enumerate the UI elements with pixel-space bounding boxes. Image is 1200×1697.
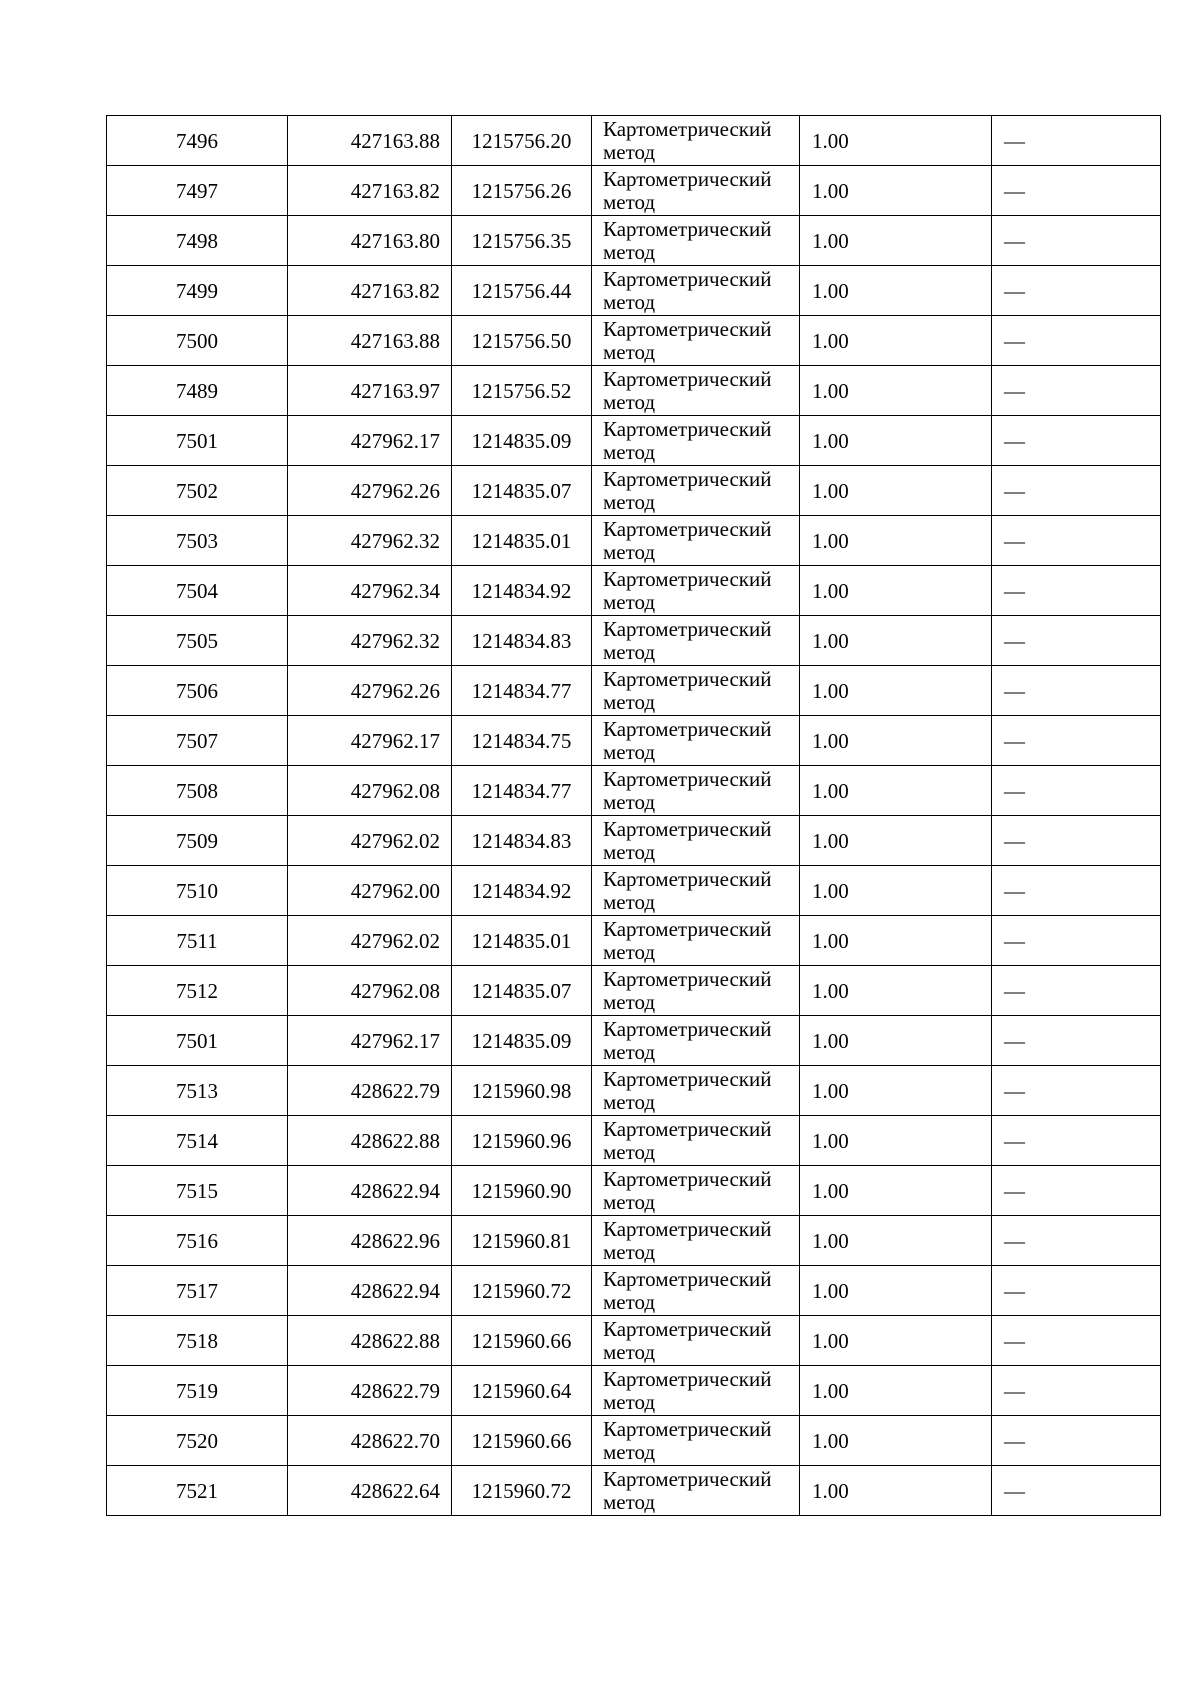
table-row: [107, 966, 1161, 1016]
table-row: [107, 1166, 1161, 1216]
point-number-cell: 7505: [107, 616, 288, 666]
description-cell: —: [992, 1216, 1161, 1266]
x-coordinate-cell: 428622.64: [288, 1466, 452, 1516]
table-row: [107, 666, 1161, 716]
y-coordinate-cell: 1215756.50: [452, 316, 592, 366]
table-row: [107, 866, 1161, 916]
x-coordinate-cell: 428622.94: [288, 1166, 452, 1216]
accuracy-cell: 1.00: [800, 466, 992, 516]
x-coordinate-cell: 427962.32: [288, 616, 452, 666]
method-text-line1: Картометрический: [603, 1066, 772, 1091]
table-row: [107, 566, 1161, 616]
table-row: [107, 766, 1161, 816]
method-text-line1: Картометрический: [603, 266, 772, 291]
point-number-cell: 7511: [107, 916, 288, 966]
y-coordinate-cell: 1215960.90: [452, 1166, 592, 1216]
x-coordinate-cell: 427962.08: [288, 766, 452, 816]
accuracy-cell: 1.00: [800, 166, 992, 216]
table-row: [107, 366, 1161, 416]
y-coordinate-cell: 1215756.44: [452, 266, 592, 316]
accuracy-cell: 1.00: [800, 1266, 992, 1316]
table-row: [107, 1116, 1161, 1166]
point-number-cell: 7515: [107, 1166, 288, 1216]
method-text-line1: Картометрический: [603, 416, 772, 441]
table-row: [107, 416, 1161, 466]
method-cell: [592, 1266, 800, 1316]
description-cell: —: [992, 566, 1161, 616]
table-row: [107, 116, 1161, 166]
method-text-line2: метод: [603, 839, 656, 864]
accuracy-cell: 1.00: [800, 1216, 992, 1266]
method-cell: [592, 666, 800, 716]
x-coordinate-cell: 427962.17: [288, 416, 452, 466]
method-text-line1: Картометрический: [603, 316, 772, 341]
table-row: [107, 1316, 1161, 1366]
method-cell: [592, 316, 800, 366]
method-cell: [592, 916, 800, 966]
table-row: [107, 466, 1161, 516]
description-cell: —: [992, 1166, 1161, 1216]
table-row: [107, 616, 1161, 666]
table-row: [107, 816, 1161, 866]
accuracy-cell: 1.00: [800, 416, 992, 466]
method-text-line2: метод: [603, 589, 656, 614]
method-text-line2: метод: [603, 989, 656, 1014]
accuracy-cell: 1.00: [800, 566, 992, 616]
method-text-line1: Картометрический: [603, 1316, 772, 1341]
table-row: [107, 1066, 1161, 1116]
description-cell: —: [992, 366, 1161, 416]
point-number-cell: 7510: [107, 866, 288, 916]
description-cell: —: [992, 1116, 1161, 1166]
accuracy-cell: 1.00: [800, 1316, 992, 1366]
description-cell: —: [992, 966, 1161, 1016]
y-coordinate-cell: 1214834.83: [452, 616, 592, 666]
y-coordinate-cell: 1214834.92: [452, 566, 592, 616]
description-cell: —: [992, 116, 1161, 166]
method-cell: [592, 466, 800, 516]
method-text-line2: метод: [603, 489, 656, 514]
method-text-line1: Картометрический: [603, 116, 772, 141]
accuracy-cell: 1.00: [800, 266, 992, 316]
table-row: [107, 1416, 1161, 1466]
point-number-cell: 7520: [107, 1416, 288, 1466]
table-row: [107, 316, 1161, 366]
method-text-line2: метод: [603, 339, 656, 364]
description-cell: —: [992, 1416, 1161, 1466]
method-text-line2: метод: [603, 189, 656, 214]
x-coordinate-cell: 427962.26: [288, 666, 452, 716]
description-cell: —: [992, 716, 1161, 766]
x-coordinate-cell: 427962.02: [288, 816, 452, 866]
y-coordinate-cell: 1214835.07: [452, 966, 592, 1016]
point-number-cell: 7500: [107, 316, 288, 366]
method-text-line1: Картометрический: [603, 1266, 772, 1291]
method-cell: [592, 266, 800, 316]
accuracy-cell: 1.00: [800, 1466, 992, 1516]
point-number-cell: 7521: [107, 1466, 288, 1516]
method-cell: [592, 1366, 800, 1416]
description-cell: —: [992, 1316, 1161, 1366]
point-number-cell: 7499: [107, 266, 288, 316]
x-coordinate-cell: 428622.79: [288, 1066, 452, 1116]
point-number-cell: 7501: [107, 416, 288, 466]
accuracy-cell: 1.00: [800, 866, 992, 916]
method-cell: [592, 766, 800, 816]
method-text-line1: Картометрический: [603, 1166, 772, 1191]
y-coordinate-cell: 1215960.66: [452, 1316, 592, 1366]
method-text-line1: Картометрический: [603, 616, 772, 641]
y-coordinate-cell: 1214835.09: [452, 1016, 592, 1066]
method-text-line1: Картометрический: [603, 916, 772, 941]
method-text-line2: метод: [603, 1089, 656, 1114]
x-coordinate-cell: 427163.88: [288, 116, 452, 166]
point-number-cell: 7489: [107, 366, 288, 416]
y-coordinate-cell: 1215960.64: [452, 1366, 592, 1416]
method-cell: [592, 366, 800, 416]
point-number-cell: 7513: [107, 1066, 288, 1116]
y-coordinate-cell: 1215756.35: [452, 216, 592, 266]
x-coordinate-cell: 427962.32: [288, 516, 452, 566]
y-coordinate-cell: 1215960.72: [452, 1466, 592, 1516]
accuracy-cell: 1.00: [800, 616, 992, 666]
x-coordinate-cell: 428622.70: [288, 1416, 452, 1466]
x-coordinate-cell: 427962.08: [288, 966, 452, 1016]
accuracy-cell: 1.00: [800, 766, 992, 816]
y-coordinate-cell: 1215960.98: [452, 1066, 592, 1116]
accuracy-cell: 1.00: [800, 1366, 992, 1416]
point-number-cell: 7517: [107, 1266, 288, 1316]
method-text-line1: Картометрический: [603, 1016, 772, 1041]
description-cell: —: [992, 816, 1161, 866]
method-text-line1: Картометрический: [603, 766, 772, 791]
table-row: [107, 1466, 1161, 1516]
accuracy-cell: 1.00: [800, 1116, 992, 1166]
accuracy-cell: 1.00: [800, 816, 992, 866]
accuracy-cell: 1.00: [800, 1016, 992, 1066]
table-row: [107, 216, 1161, 266]
accuracy-cell: 1.00: [800, 1166, 992, 1216]
method-text-line2: метод: [603, 1289, 656, 1314]
x-coordinate-cell: 427163.97: [288, 366, 452, 416]
x-coordinate-cell: 427163.88: [288, 316, 452, 366]
method-text-line2: метод: [603, 1189, 656, 1214]
x-coordinate-cell: 427962.26: [288, 466, 452, 516]
point-number-cell: 7506: [107, 666, 288, 716]
accuracy-cell: 1.00: [800, 216, 992, 266]
method-text-line2: метод: [603, 1039, 656, 1064]
accuracy-cell: 1.00: [800, 116, 992, 166]
table-row: [107, 1216, 1161, 1266]
method-cell: [592, 416, 800, 466]
method-text-line2: метод: [603, 1489, 656, 1514]
y-coordinate-cell: 1214835.01: [452, 916, 592, 966]
table-row: [107, 1266, 1161, 1316]
x-coordinate-cell: 427962.17: [288, 1016, 452, 1066]
description-cell: —: [992, 466, 1161, 516]
x-coordinate-cell: 427163.82: [288, 166, 452, 216]
method-text-line1: Картометрический: [603, 1416, 772, 1441]
description-cell: —: [992, 416, 1161, 466]
coordinates-table-body: [107, 116, 1161, 1516]
method-text-line2: метод: [603, 289, 656, 314]
method-text-line2: метод: [603, 689, 656, 714]
table-row: [107, 266, 1161, 316]
method-text-line2: метод: [603, 739, 656, 764]
x-coordinate-cell: 428622.94: [288, 1266, 452, 1316]
x-coordinate-cell: 427962.02: [288, 916, 452, 966]
method-text-line1: Картометрический: [603, 1116, 772, 1141]
x-coordinate-cell: 428622.88: [288, 1116, 452, 1166]
method-text-line1: Картометрический: [603, 1216, 772, 1241]
description-cell: —: [992, 866, 1161, 916]
method-cell: [592, 1166, 800, 1216]
description-cell: —: [992, 516, 1161, 566]
method-text-line1: Картометрический: [603, 516, 772, 541]
point-number-cell: 7498: [107, 216, 288, 266]
method-text-line1: Картометрический: [603, 166, 772, 191]
x-coordinate-cell: 427962.34: [288, 566, 452, 616]
coordinates-table: [106, 115, 1161, 1516]
method-cell: [592, 116, 800, 166]
description-cell: —: [992, 1366, 1161, 1416]
point-number-cell: 7496: [107, 116, 288, 166]
method-cell: [592, 166, 800, 216]
method-text-line2: метод: [603, 239, 656, 264]
y-coordinate-cell: 1214834.83: [452, 816, 592, 866]
x-coordinate-cell: 428622.96: [288, 1216, 452, 1266]
accuracy-cell: 1.00: [800, 666, 992, 716]
point-number-cell: 7516: [107, 1216, 288, 1266]
accuracy-cell: 1.00: [800, 716, 992, 766]
description-cell: —: [992, 266, 1161, 316]
description-cell: —: [992, 916, 1161, 966]
description-cell: —: [992, 316, 1161, 366]
x-coordinate-cell: 427163.80: [288, 216, 452, 266]
description-cell: —: [992, 616, 1161, 666]
point-number-cell: 7503: [107, 516, 288, 566]
description-cell: —: [992, 166, 1161, 216]
method-text-line2: метод: [603, 939, 656, 964]
method-cell: [592, 816, 800, 866]
accuracy-cell: 1.00: [800, 316, 992, 366]
method-text-line1: Картометрический: [603, 666, 772, 691]
description-cell: —: [992, 766, 1161, 816]
description-cell: —: [992, 1466, 1161, 1516]
accuracy-cell: 1.00: [800, 1066, 992, 1116]
point-number-cell: 7519: [107, 1366, 288, 1416]
accuracy-cell: 1.00: [800, 516, 992, 566]
y-coordinate-cell: 1214834.77: [452, 666, 592, 716]
point-number-cell: 7507: [107, 716, 288, 766]
description-cell: —: [992, 1016, 1161, 1066]
point-number-cell: 7508: [107, 766, 288, 816]
method-cell: [592, 1466, 800, 1516]
y-coordinate-cell: 1215960.72: [452, 1266, 592, 1316]
method-cell: [592, 216, 800, 266]
method-text-line1: Картометрический: [603, 566, 772, 591]
method-text-line2: метод: [603, 539, 656, 564]
method-cell: [592, 866, 800, 916]
method-cell: [592, 1016, 800, 1066]
method-text-line2: метод: [603, 789, 656, 814]
method-text-line1: Картометрический: [603, 716, 772, 741]
method-cell: [592, 1416, 800, 1466]
method-text-line2: метод: [603, 889, 656, 914]
y-coordinate-cell: 1215756.20: [452, 116, 592, 166]
point-number-cell: 7501: [107, 1016, 288, 1066]
method-text-line2: метод: [603, 439, 656, 464]
method-text-line2: метод: [603, 639, 656, 664]
point-number-cell: 7512: [107, 966, 288, 1016]
method-text-line1: Картометрический: [603, 966, 772, 991]
accuracy-cell: 1.00: [800, 966, 992, 1016]
y-coordinate-cell: 1215960.66: [452, 1416, 592, 1466]
method-cell: [592, 966, 800, 1016]
y-coordinate-cell: 1215960.96: [452, 1116, 592, 1166]
table-row: [107, 1016, 1161, 1066]
y-coordinate-cell: 1214834.77: [452, 766, 592, 816]
x-coordinate-cell: 428622.88: [288, 1316, 452, 1366]
y-coordinate-cell: 1215756.52: [452, 366, 592, 416]
method-cell: [592, 516, 800, 566]
method-cell: [592, 1216, 800, 1266]
method-text-line1: Картометрический: [603, 1466, 772, 1491]
method-cell: [592, 616, 800, 666]
method-cell: [592, 1066, 800, 1116]
y-coordinate-cell: 1214834.92: [452, 866, 592, 916]
method-text-line1: Картометрический: [603, 466, 772, 491]
x-coordinate-cell: 427962.17: [288, 716, 452, 766]
method-text-line2: метод: [603, 1389, 656, 1414]
description-cell: —: [992, 666, 1161, 716]
method-cell: [592, 1116, 800, 1166]
table-row: [107, 516, 1161, 566]
point-number-cell: 7504: [107, 566, 288, 616]
x-coordinate-cell: 428622.79: [288, 1366, 452, 1416]
method-cell: [592, 716, 800, 766]
y-coordinate-cell: 1214834.75: [452, 716, 592, 766]
method-text-line2: метод: [603, 1439, 656, 1464]
point-number-cell: 7509: [107, 816, 288, 866]
point-number-cell: 7514: [107, 1116, 288, 1166]
method-text-line1: Картометрический: [603, 216, 772, 241]
method-text-line1: Картометрический: [603, 366, 772, 391]
accuracy-cell: 1.00: [800, 366, 992, 416]
accuracy-cell: 1.00: [800, 1416, 992, 1466]
method-text-line1: Картометрический: [603, 816, 772, 841]
description-cell: —: [992, 1266, 1161, 1316]
table-row: [107, 166, 1161, 216]
x-coordinate-cell: 427962.00: [288, 866, 452, 916]
method-text-line2: метод: [603, 1239, 656, 1264]
method-text-line1: Картометрический: [603, 866, 772, 891]
method-text-line2: метод: [603, 139, 656, 164]
point-number-cell: 7502: [107, 466, 288, 516]
description-cell: —: [992, 216, 1161, 266]
table-row: [107, 916, 1161, 966]
y-coordinate-cell: 1215756.26: [452, 166, 592, 216]
description-cell: —: [992, 1066, 1161, 1116]
y-coordinate-cell: 1215960.81: [452, 1216, 592, 1266]
point-number-cell: 7518: [107, 1316, 288, 1366]
accuracy-cell: 1.00: [800, 916, 992, 966]
table-row: [107, 1366, 1161, 1416]
method-text-line2: метод: [603, 1339, 656, 1364]
point-number-cell: 7497: [107, 166, 288, 216]
method-cell: [592, 1316, 800, 1366]
x-coordinate-cell: 427163.82: [288, 266, 452, 316]
method-text-line2: метод: [603, 1139, 656, 1164]
y-coordinate-cell: 1214835.01: [452, 516, 592, 566]
method-text-line1: Картометрический: [603, 1366, 772, 1391]
method-cell: [592, 566, 800, 616]
y-coordinate-cell: 1214835.09: [452, 416, 592, 466]
method-text-line2: метод: [603, 389, 656, 414]
table-row: [107, 716, 1161, 766]
y-coordinate-cell: 1214835.07: [452, 466, 592, 516]
